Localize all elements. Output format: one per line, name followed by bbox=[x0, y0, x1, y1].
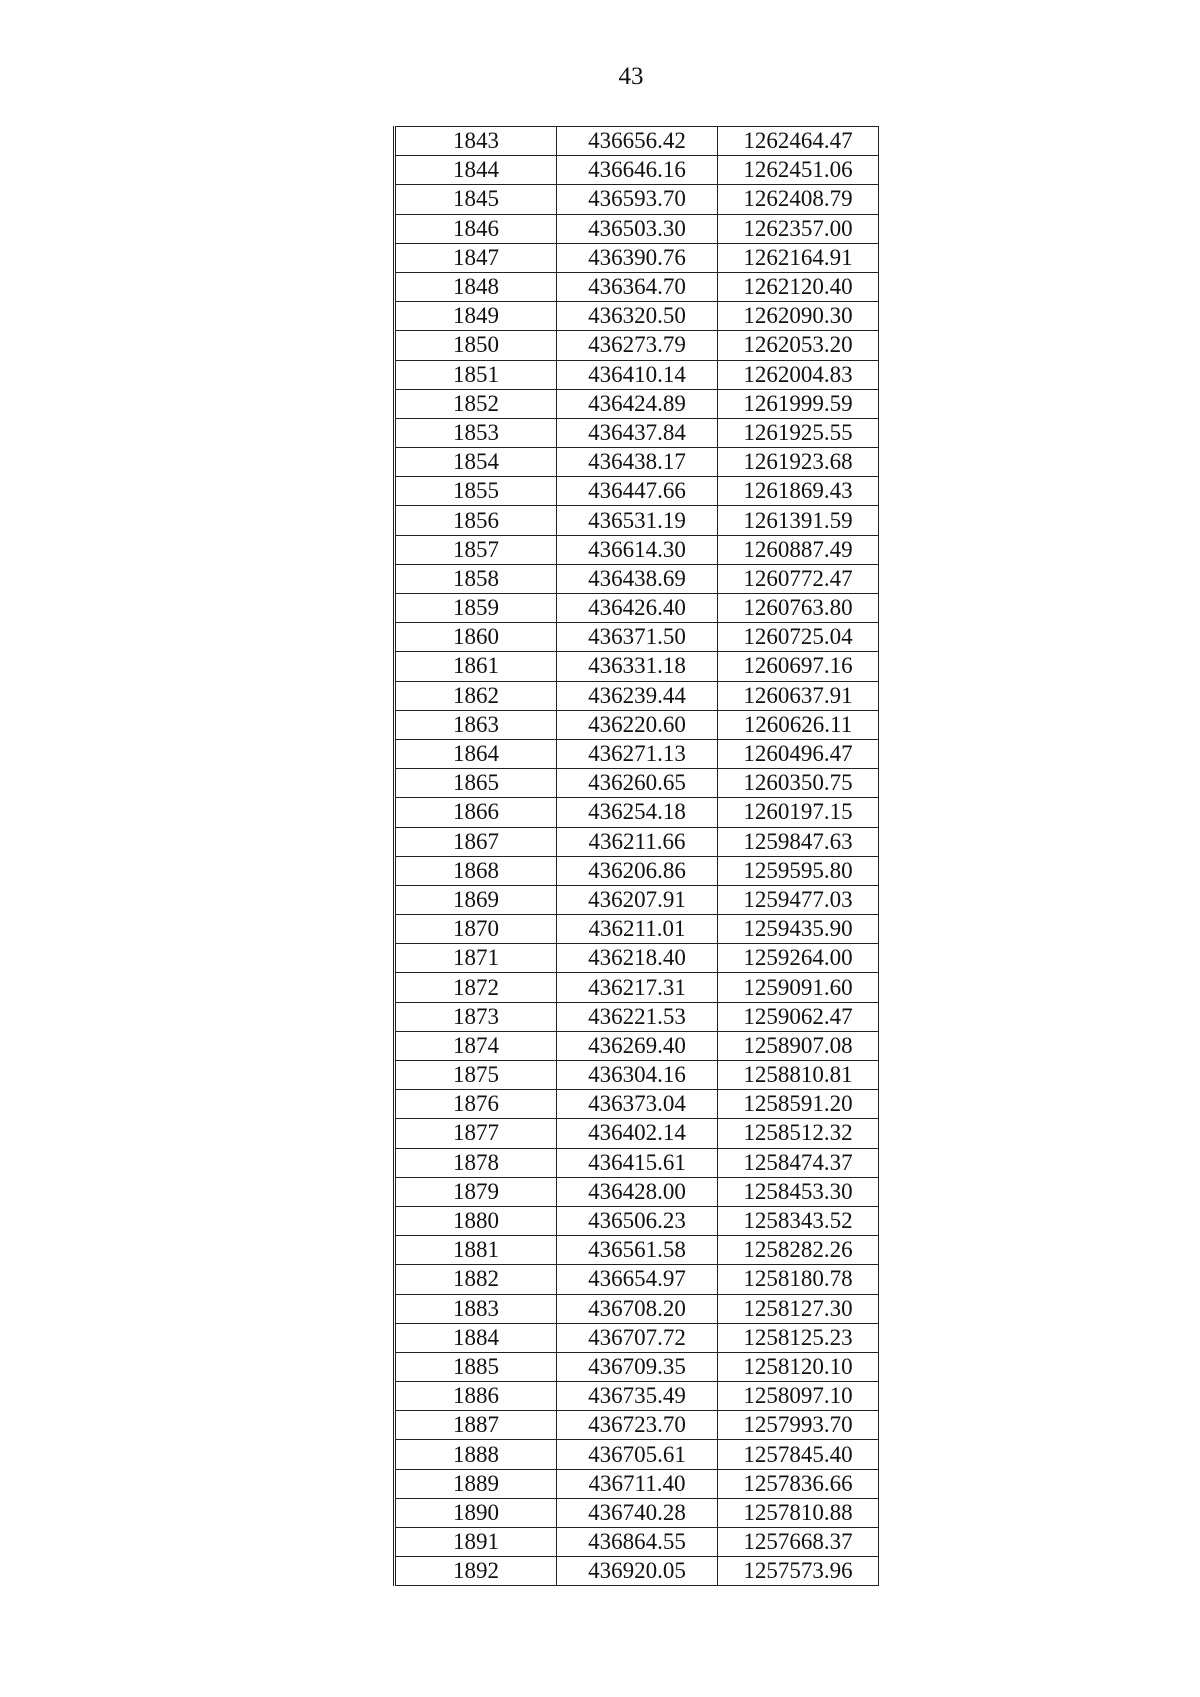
table-row bbox=[395, 214, 879, 243]
y-coordinate-cell: 1261925.55 bbox=[718, 418, 879, 447]
x-coordinate-cell: 436740.28 bbox=[557, 1498, 718, 1527]
point-number-cell: 1850 bbox=[395, 331, 557, 360]
table-row bbox=[395, 1557, 879, 1586]
table-row bbox=[395, 769, 879, 798]
y-coordinate-cell: 1258810.81 bbox=[718, 1061, 879, 1090]
table-row bbox=[395, 1090, 879, 1119]
point-number-cell: 1879 bbox=[395, 1177, 557, 1206]
x-coordinate-cell: 436390.76 bbox=[557, 243, 718, 272]
x-coordinate-cell: 436531.19 bbox=[557, 506, 718, 535]
x-coordinate-cell: 436708.20 bbox=[557, 1294, 718, 1323]
table-row bbox=[395, 1528, 879, 1557]
coordinates-table-body bbox=[395, 127, 879, 1586]
x-coordinate-cell: 436364.70 bbox=[557, 272, 718, 301]
y-coordinate-cell: 1262090.30 bbox=[718, 302, 879, 331]
point-number-cell: 1848 bbox=[395, 272, 557, 301]
x-coordinate-cell: 436206.86 bbox=[557, 856, 718, 885]
x-coordinate-cell: 436864.55 bbox=[557, 1528, 718, 1557]
point-number-cell: 1877 bbox=[395, 1119, 557, 1148]
y-coordinate-cell: 1260772.47 bbox=[718, 564, 879, 593]
point-number-cell: 1853 bbox=[395, 418, 557, 447]
x-coordinate-cell: 436437.84 bbox=[557, 418, 718, 447]
point-number-cell: 1889 bbox=[395, 1469, 557, 1498]
x-coordinate-cell: 436271.13 bbox=[557, 739, 718, 768]
point-number-cell: 1862 bbox=[395, 681, 557, 710]
coordinates-table bbox=[393, 126, 879, 1586]
x-coordinate-cell: 436723.70 bbox=[557, 1411, 718, 1440]
y-coordinate-cell: 1258343.52 bbox=[718, 1206, 879, 1235]
point-number-cell: 1885 bbox=[395, 1352, 557, 1381]
y-coordinate-cell: 1260697.16 bbox=[718, 652, 879, 681]
x-coordinate-cell: 436373.04 bbox=[557, 1090, 718, 1119]
y-coordinate-cell: 1259477.03 bbox=[718, 885, 879, 914]
y-coordinate-cell: 1258591.20 bbox=[718, 1090, 879, 1119]
point-number-cell: 1860 bbox=[395, 623, 557, 652]
table-row bbox=[395, 331, 879, 360]
point-number-cell: 1851 bbox=[395, 360, 557, 389]
point-number-cell: 1861 bbox=[395, 652, 557, 681]
x-coordinate-cell: 436415.61 bbox=[557, 1148, 718, 1177]
x-coordinate-cell: 436320.50 bbox=[557, 302, 718, 331]
table-row bbox=[395, 1236, 879, 1265]
x-coordinate-cell: 436218.40 bbox=[557, 944, 718, 973]
x-coordinate-cell: 436371.50 bbox=[557, 623, 718, 652]
point-number-cell: 1880 bbox=[395, 1206, 557, 1235]
x-coordinate-cell: 436211.66 bbox=[557, 827, 718, 856]
y-coordinate-cell: 1259062.47 bbox=[718, 1002, 879, 1031]
point-number-cell: 1881 bbox=[395, 1236, 557, 1265]
point-number-cell: 1845 bbox=[395, 185, 557, 214]
table-row bbox=[395, 710, 879, 739]
x-coordinate-cell: 436410.14 bbox=[557, 360, 718, 389]
x-coordinate-cell: 436221.53 bbox=[557, 1002, 718, 1031]
y-coordinate-cell: 1262357.00 bbox=[718, 214, 879, 243]
point-number-cell: 1843 bbox=[395, 127, 557, 156]
table-row bbox=[395, 944, 879, 973]
y-coordinate-cell: 1258127.30 bbox=[718, 1294, 879, 1323]
y-coordinate-cell: 1257845.40 bbox=[718, 1440, 879, 1469]
x-coordinate-cell: 436428.00 bbox=[557, 1177, 718, 1206]
x-coordinate-cell: 436654.97 bbox=[557, 1265, 718, 1294]
x-coordinate-cell: 436211.01 bbox=[557, 915, 718, 944]
table-row bbox=[395, 681, 879, 710]
point-number-cell: 1863 bbox=[395, 710, 557, 739]
point-number-cell: 1872 bbox=[395, 973, 557, 1002]
point-number-cell: 1868 bbox=[395, 856, 557, 885]
y-coordinate-cell: 1260763.80 bbox=[718, 594, 879, 623]
y-coordinate-cell: 1261391.59 bbox=[718, 506, 879, 535]
table-row bbox=[395, 915, 879, 944]
y-coordinate-cell: 1262451.06 bbox=[718, 156, 879, 185]
table-row bbox=[395, 1352, 879, 1381]
x-coordinate-cell: 436217.31 bbox=[557, 973, 718, 1002]
point-number-cell: 1864 bbox=[395, 739, 557, 768]
point-number-cell: 1878 bbox=[395, 1148, 557, 1177]
point-number-cell: 1865 bbox=[395, 769, 557, 798]
y-coordinate-cell: 1258907.08 bbox=[718, 1031, 879, 1060]
y-coordinate-cell: 1260350.75 bbox=[718, 769, 879, 798]
point-number-cell: 1846 bbox=[395, 214, 557, 243]
table-row bbox=[395, 535, 879, 564]
table-row bbox=[395, 1440, 879, 1469]
table-row bbox=[395, 477, 879, 506]
x-coordinate-cell: 436920.05 bbox=[557, 1557, 718, 1586]
point-number-cell: 1871 bbox=[395, 944, 557, 973]
table-row bbox=[395, 1382, 879, 1411]
table-row bbox=[395, 1031, 879, 1060]
page-number: 43 bbox=[618, 63, 644, 90]
table-row bbox=[395, 1294, 879, 1323]
y-coordinate-cell: 1258125.23 bbox=[718, 1323, 879, 1352]
table-row bbox=[395, 243, 879, 272]
point-number-cell: 1856 bbox=[395, 506, 557, 535]
table-row bbox=[395, 127, 879, 156]
x-coordinate-cell: 436711.40 bbox=[557, 1469, 718, 1498]
point-number-cell: 1890 bbox=[395, 1498, 557, 1527]
table-row bbox=[395, 1498, 879, 1527]
x-coordinate-cell: 436254.18 bbox=[557, 798, 718, 827]
x-coordinate-cell: 436506.23 bbox=[557, 1206, 718, 1235]
y-coordinate-cell: 1257668.37 bbox=[718, 1528, 879, 1557]
table-row bbox=[395, 1148, 879, 1177]
point-number-cell: 1858 bbox=[395, 564, 557, 593]
y-coordinate-cell: 1258282.26 bbox=[718, 1236, 879, 1265]
table-row bbox=[395, 1265, 879, 1294]
x-coordinate-cell: 436447.66 bbox=[557, 477, 718, 506]
x-coordinate-cell: 436269.40 bbox=[557, 1031, 718, 1060]
x-coordinate-cell: 436503.30 bbox=[557, 214, 718, 243]
table-row bbox=[395, 973, 879, 1002]
y-coordinate-cell: 1257810.88 bbox=[718, 1498, 879, 1527]
y-coordinate-cell: 1258180.78 bbox=[718, 1265, 879, 1294]
table-row bbox=[395, 1206, 879, 1235]
y-coordinate-cell: 1262464.47 bbox=[718, 127, 879, 156]
x-coordinate-cell: 436260.65 bbox=[557, 769, 718, 798]
table-row bbox=[395, 1119, 879, 1148]
y-coordinate-cell: 1258097.10 bbox=[718, 1382, 879, 1411]
y-coordinate-cell: 1257836.66 bbox=[718, 1469, 879, 1498]
x-coordinate-cell: 436239.44 bbox=[557, 681, 718, 710]
table-row bbox=[395, 389, 879, 418]
y-coordinate-cell: 1258474.37 bbox=[718, 1148, 879, 1177]
table-row bbox=[395, 1411, 879, 1440]
y-coordinate-cell: 1261999.59 bbox=[718, 389, 879, 418]
y-coordinate-cell: 1261869.43 bbox=[718, 477, 879, 506]
x-coordinate-cell: 436273.79 bbox=[557, 331, 718, 360]
point-number-cell: 1847 bbox=[395, 243, 557, 272]
point-number-cell: 1892 bbox=[395, 1557, 557, 1586]
table-row bbox=[395, 564, 879, 593]
x-coordinate-cell: 436424.89 bbox=[557, 389, 718, 418]
table-row bbox=[395, 885, 879, 914]
point-number-cell: 1887 bbox=[395, 1411, 557, 1440]
x-coordinate-cell: 436331.18 bbox=[557, 652, 718, 681]
x-coordinate-cell: 436438.17 bbox=[557, 448, 718, 477]
point-number-cell: 1852 bbox=[395, 389, 557, 418]
y-coordinate-cell: 1260887.49 bbox=[718, 535, 879, 564]
table-row bbox=[395, 185, 879, 214]
y-coordinate-cell: 1259847.63 bbox=[718, 827, 879, 856]
point-number-cell: 1857 bbox=[395, 535, 557, 564]
table-row bbox=[395, 506, 879, 535]
point-number-cell: 1882 bbox=[395, 1265, 557, 1294]
point-number-cell: 1876 bbox=[395, 1090, 557, 1119]
table-row bbox=[395, 623, 879, 652]
y-coordinate-cell: 1259595.80 bbox=[718, 856, 879, 885]
table-row bbox=[395, 156, 879, 185]
x-coordinate-cell: 436705.61 bbox=[557, 1440, 718, 1469]
point-number-cell: 1844 bbox=[395, 156, 557, 185]
y-coordinate-cell: 1262053.20 bbox=[718, 331, 879, 360]
y-coordinate-cell: 1258453.30 bbox=[718, 1177, 879, 1206]
table-row bbox=[395, 594, 879, 623]
table-row bbox=[395, 360, 879, 389]
table-row bbox=[395, 272, 879, 301]
y-coordinate-cell: 1262004.83 bbox=[718, 360, 879, 389]
point-number-cell: 1859 bbox=[395, 594, 557, 623]
point-number-cell: 1869 bbox=[395, 885, 557, 914]
x-coordinate-cell: 436707.72 bbox=[557, 1323, 718, 1352]
y-coordinate-cell: 1259264.00 bbox=[718, 944, 879, 973]
y-coordinate-cell: 1262164.91 bbox=[718, 243, 879, 272]
y-coordinate-cell: 1262120.40 bbox=[718, 272, 879, 301]
table-row bbox=[395, 652, 879, 681]
y-coordinate-cell: 1260725.04 bbox=[718, 623, 879, 652]
point-number-cell: 1891 bbox=[395, 1528, 557, 1557]
y-coordinate-cell: 1257993.70 bbox=[718, 1411, 879, 1440]
table-row bbox=[395, 1002, 879, 1031]
point-number-cell: 1873 bbox=[395, 1002, 557, 1031]
table-row bbox=[395, 418, 879, 447]
point-number-cell: 1870 bbox=[395, 915, 557, 944]
x-coordinate-cell: 436709.35 bbox=[557, 1352, 718, 1381]
table-row bbox=[395, 739, 879, 768]
x-coordinate-cell: 436646.16 bbox=[557, 156, 718, 185]
x-coordinate-cell: 436561.58 bbox=[557, 1236, 718, 1265]
point-number-cell: 1854 bbox=[395, 448, 557, 477]
table-row bbox=[395, 1177, 879, 1206]
x-coordinate-cell: 436220.60 bbox=[557, 710, 718, 739]
table-row bbox=[395, 1469, 879, 1498]
table-row bbox=[395, 856, 879, 885]
point-number-cell: 1874 bbox=[395, 1031, 557, 1060]
point-number-cell: 1867 bbox=[395, 827, 557, 856]
y-coordinate-cell: 1261923.68 bbox=[718, 448, 879, 477]
point-number-cell: 1849 bbox=[395, 302, 557, 331]
x-coordinate-cell: 436304.16 bbox=[557, 1061, 718, 1090]
y-coordinate-cell: 1262408.79 bbox=[718, 185, 879, 214]
x-coordinate-cell: 436656.42 bbox=[557, 127, 718, 156]
y-coordinate-cell: 1259435.90 bbox=[718, 915, 879, 944]
table-row bbox=[395, 798, 879, 827]
x-coordinate-cell: 436426.40 bbox=[557, 594, 718, 623]
y-coordinate-cell: 1260637.91 bbox=[718, 681, 879, 710]
y-coordinate-cell: 1260197.15 bbox=[718, 798, 879, 827]
point-number-cell: 1884 bbox=[395, 1323, 557, 1352]
point-number-cell: 1886 bbox=[395, 1382, 557, 1411]
table-row bbox=[395, 1323, 879, 1352]
point-number-cell: 1888 bbox=[395, 1440, 557, 1469]
table-row bbox=[395, 1061, 879, 1090]
x-coordinate-cell: 436593.70 bbox=[557, 185, 718, 214]
point-number-cell: 1875 bbox=[395, 1061, 557, 1090]
point-number-cell: 1866 bbox=[395, 798, 557, 827]
table-row bbox=[395, 448, 879, 477]
x-coordinate-cell: 436438.69 bbox=[557, 564, 718, 593]
y-coordinate-cell: 1257573.96 bbox=[718, 1557, 879, 1586]
x-coordinate-cell: 436614.30 bbox=[557, 535, 718, 564]
x-coordinate-cell: 436207.91 bbox=[557, 885, 718, 914]
y-coordinate-cell: 1258120.10 bbox=[718, 1352, 879, 1381]
table-row bbox=[395, 302, 879, 331]
y-coordinate-cell: 1260626.11 bbox=[718, 710, 879, 739]
point-number-cell: 1883 bbox=[395, 1294, 557, 1323]
table-row bbox=[395, 827, 879, 856]
x-coordinate-cell: 436735.49 bbox=[557, 1382, 718, 1411]
y-coordinate-cell: 1259091.60 bbox=[718, 973, 879, 1002]
x-coordinate-cell: 436402.14 bbox=[557, 1119, 718, 1148]
point-number-cell: 1855 bbox=[395, 477, 557, 506]
y-coordinate-cell: 1260496.47 bbox=[718, 739, 879, 768]
y-coordinate-cell: 1258512.32 bbox=[718, 1119, 879, 1148]
